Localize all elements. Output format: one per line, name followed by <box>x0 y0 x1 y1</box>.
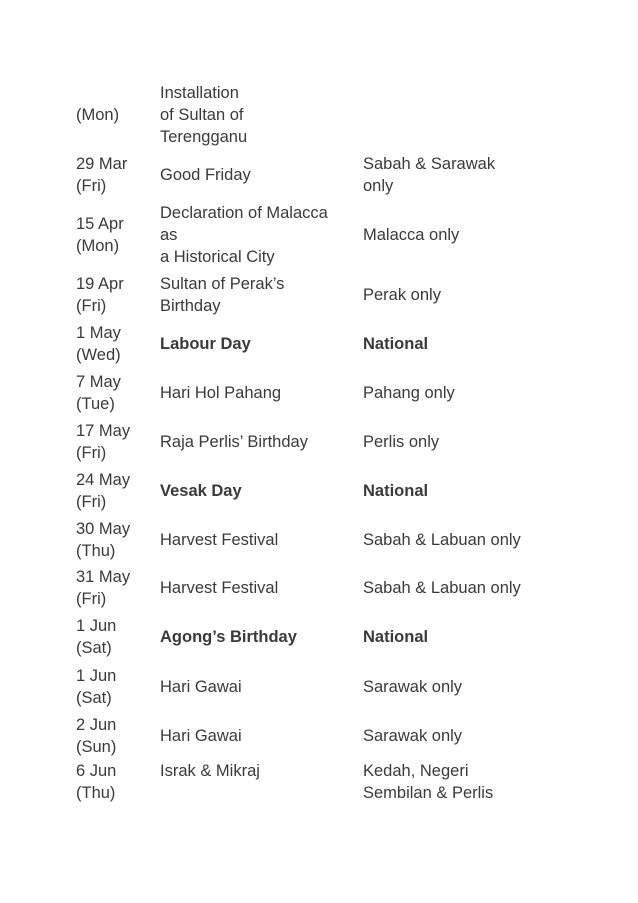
region-cell <box>359 319 567 368</box>
table-row <box>72 271 567 319</box>
holiday-name-cell <box>156 662 359 711</box>
date-cell-line: (Tue) <box>76 394 115 413</box>
region-cell <box>359 368 567 417</box>
date-cell-line: 31 May <box>76 568 131 586</box>
date-cell <box>72 760 156 808</box>
date-cell <box>72 662 156 711</box>
holiday-name-cell <box>156 467 359 515</box>
region-cell-line: National <box>363 628 429 646</box>
date-cell-line: (Sat) <box>76 688 112 707</box>
region-cell-line: Sabah & Sarawak <box>363 154 496 173</box>
date-cell-line: (Mon) <box>76 106 120 124</box>
holiday-name-cell <box>156 271 359 319</box>
holiday-name-cell <box>156 711 359 760</box>
holiday-name-cell <box>156 417 359 467</box>
date-cell-line: 7 May <box>76 372 121 391</box>
date-cell <box>72 150 156 199</box>
region-cell-line: only <box>363 176 394 195</box>
region-cell <box>359 515 567 564</box>
date-cell-line: (Wed) <box>76 345 121 364</box>
table-row <box>72 417 567 467</box>
table-row <box>72 711 567 760</box>
holiday-table <box>72 80 567 808</box>
region-cell-line: National <box>363 482 429 500</box>
holiday-name-cell-line: Declaration of Malacca <box>160 204 328 222</box>
region-cell-line: Pahang only <box>363 383 455 402</box>
date-cell-line: (Fri) <box>76 590 107 608</box>
holiday-name-cell-line: Good Friday <box>160 165 251 184</box>
holiday-name-cell <box>156 319 359 368</box>
holiday-name-cell-line: Harvest Festival <box>160 530 279 549</box>
region-cell-line: Sabah & Labuan only <box>363 530 521 549</box>
holiday-name-cell-line: Hari Hol Pahang <box>160 383 282 402</box>
table-row <box>72 319 567 368</box>
table-row <box>72 760 567 808</box>
date-cell-line: (Fri) <box>76 493 107 511</box>
date-cell-line: (Thu) <box>76 784 116 802</box>
holiday-name-cell <box>156 80 359 150</box>
holiday-name-cell-line: Harvest Festival <box>160 579 279 597</box>
holiday-name-cell-line: Terengganu <box>160 128 248 146</box>
date-cell-line: 17 May <box>76 422 131 440</box>
region-cell-line: Sarawak only <box>363 726 463 745</box>
date-cell-line: 24 May <box>76 471 131 489</box>
holiday-name-cell-line: Sultan of Perak’s <box>160 275 285 293</box>
date-cell-line: 6 Jun <box>76 762 117 780</box>
region-cell <box>359 417 567 467</box>
region-cell <box>359 467 567 515</box>
holiday-name-cell-line: Labour Day <box>160 334 251 353</box>
date-cell-line: (Sun) <box>76 737 117 756</box>
holiday-name-cell-line: Birthday <box>160 297 221 315</box>
date-cell <box>72 80 156 150</box>
holiday-name-cell <box>156 515 359 564</box>
table-row <box>72 368 567 417</box>
holiday-name-cell <box>156 368 359 417</box>
date-cell-line: 15 Apr <box>76 215 124 233</box>
holiday-name-cell-line: Israk & Mikraj <box>160 762 260 780</box>
table-row <box>72 564 567 612</box>
date-cell-line: (Thu) <box>76 541 116 560</box>
region-cell <box>359 199 567 271</box>
date-cell <box>72 711 156 760</box>
date-cell <box>72 319 156 368</box>
holiday-name-cell-line: Hari Gawai <box>160 726 242 745</box>
holiday-table-body <box>72 80 567 808</box>
region-cell-line: Perlis only <box>363 433 440 451</box>
table-row <box>72 662 567 711</box>
holiday-name-cell-line: Hari Gawai <box>160 677 242 696</box>
date-cell-line: 1 Jun <box>76 666 117 685</box>
region-cell <box>359 271 567 319</box>
table-row <box>72 467 567 515</box>
date-cell-line: (Fri) <box>76 297 107 315</box>
region-cell <box>359 150 567 199</box>
date-cell-line: 29 Mar <box>76 154 128 173</box>
holiday-name-cell <box>156 564 359 612</box>
date-cell-line: (Fri) <box>76 176 107 195</box>
table-row <box>72 199 567 271</box>
region-cell-line: Malacca only <box>363 226 460 244</box>
holiday-name-cell-line: of Sultan of <box>160 106 244 124</box>
date-cell-line: 1 May <box>76 323 121 342</box>
holiday-name-cell-line: Installation <box>160 84 239 102</box>
date-cell <box>72 467 156 515</box>
date-cell <box>72 515 156 564</box>
region-cell <box>359 612 567 662</box>
region-cell <box>359 662 567 711</box>
holiday-name-cell <box>156 199 359 271</box>
region-cell <box>359 80 567 150</box>
table-row <box>72 150 567 199</box>
date-cell-line: 1 Jun <box>76 617 117 635</box>
holiday-name-cell <box>156 760 359 808</box>
holiday-name-cell-line: Vesak Day <box>160 482 242 500</box>
date-cell-line: 30 May <box>76 519 131 538</box>
table-row <box>72 515 567 564</box>
holiday-name-cell <box>156 150 359 199</box>
date-cell-line: (Sat) <box>76 639 112 657</box>
date-cell <box>72 199 156 271</box>
region-cell-line: Sembilan & Perlis <box>363 784 494 802</box>
date-cell <box>72 368 156 417</box>
region-cell-line: National <box>363 334 429 353</box>
table-row <box>72 612 567 662</box>
holiday-name-cell <box>156 612 359 662</box>
date-cell-line: 19 Apr <box>76 275 124 293</box>
region-cell <box>359 564 567 612</box>
table-row <box>72 80 567 150</box>
date-cell <box>72 564 156 612</box>
region-cell <box>359 760 567 808</box>
date-cell <box>72 612 156 662</box>
holiday-name-cell-line: Agong’s Birthday <box>160 628 297 646</box>
holiday-name-cell-line: as <box>160 226 178 244</box>
region-cell-line: Sarawak only <box>363 677 463 696</box>
region-cell-line: Sabah & Labuan only <box>363 579 521 597</box>
region-cell-line: Kedah, Negeri <box>363 762 469 780</box>
date-cell <box>72 271 156 319</box>
date-cell <box>72 417 156 467</box>
date-cell-line: 2 Jun <box>76 715 117 734</box>
holiday-name-cell-line: Raja Perlis’ Birthday <box>160 433 308 451</box>
holiday-name-cell-line: a Historical City <box>160 248 275 266</box>
region-cell-line: Perak only <box>363 286 441 304</box>
date-cell-line: (Mon) <box>76 237 120 255</box>
region-cell <box>359 711 567 760</box>
date-cell-line: (Fri) <box>76 444 107 462</box>
